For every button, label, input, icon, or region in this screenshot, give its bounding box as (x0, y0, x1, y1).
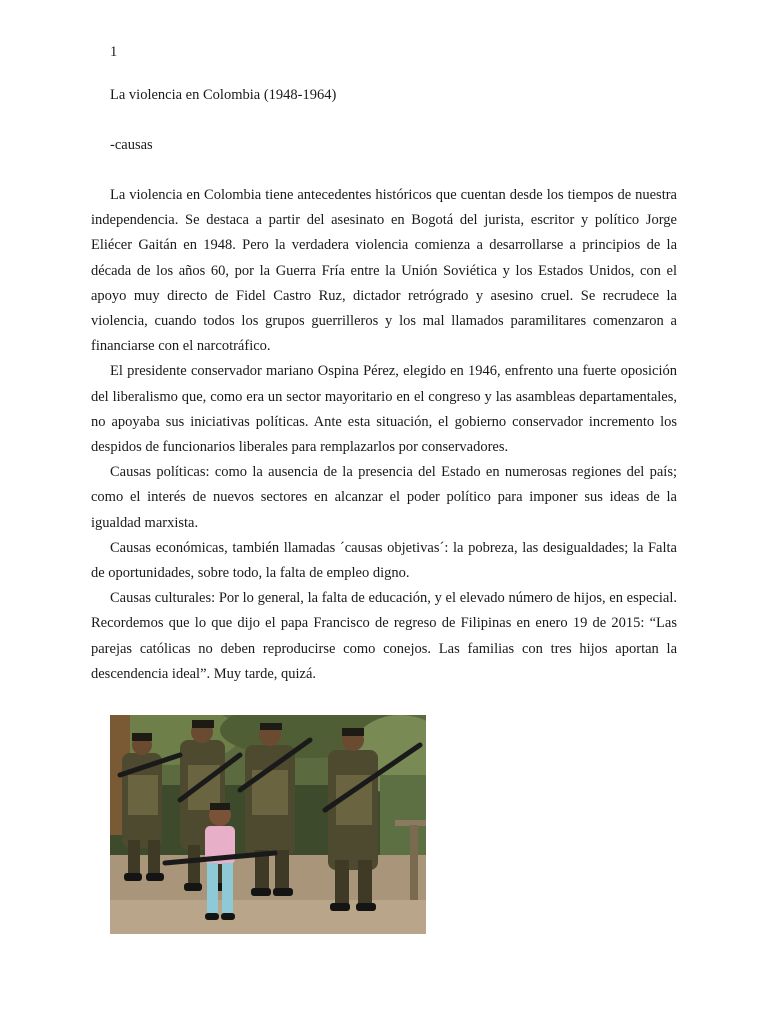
page-number: 1 (110, 44, 118, 60)
document-body (91, 183, 677, 687)
section-heading: -causas (110, 137, 153, 153)
paragraph-economic-causes: Causas económicas, también llamadas ´causas objetivas´: la pobreza, las desigualdades; la Falta de oportunidades, sobre todo, la falta de empleo digno. (91, 539, 677, 582)
guerrilla-photo (110, 715, 426, 934)
document-title: La violencia en Colombia (1948-1964) (110, 87, 337, 103)
paragraph-cultural-causes: Causas culturales: Por lo general, la falta de educación, y el elevado número de hijos, en especial. Recordemos que lo que dijo el papa Francisco de regreso de Filipinas en enero 19 de 2015: “Las parejas católicas no deben reproducirse como conejos. Las familias con tres hijos aportan la descendencia ideal”. Muy tarde, quizá. (91, 590, 677, 682)
paragraph-ospina: El presidente conservador mariano Ospina Pérez, elegido en 1946, enfrento una fuerte oposición del liberalismo que, como era un sector mayoritario en el congreso y las asambleas departamentales, no apoyaba sus iniciativas políticas. Ante esta situación, el gobierno conservador incremento los despidos de funcionarios liberales para remplazarlos por conservadores. (91, 363, 677, 456)
paragraph-political-causes: Causas políticas: como la ausencia de la presencia del Estado en numerosas regiones del país; como el interés de nuevos sectores en alcanzar el poder político para imponer sus ideas de la igualdad marxista. (91, 464, 677, 531)
paragraph-intro: La violencia en Colombia tiene antecedentes históricos que cuentan desde los tiempos de nuestra independencia. Se destaca a partir del asesinato en Bogotá del jurista, escritor y político Jorge Eliécer Gaitán en 1948. Pero la verdadera violencia comienza a desarrollarse a principios de la década de los años 60, por la Guerra Fría entre la Unión Soviética y los Estados Unidos, con el apoyo muy directo de Fidel Castro Ruz, dictador retrógrado y asesino cruel. Se recrudece la violencia, cuando todos los grupos guerrilleros y los mal llamados paramilitares comenzaron a financiarse con el narcotráfico. (91, 187, 677, 355)
